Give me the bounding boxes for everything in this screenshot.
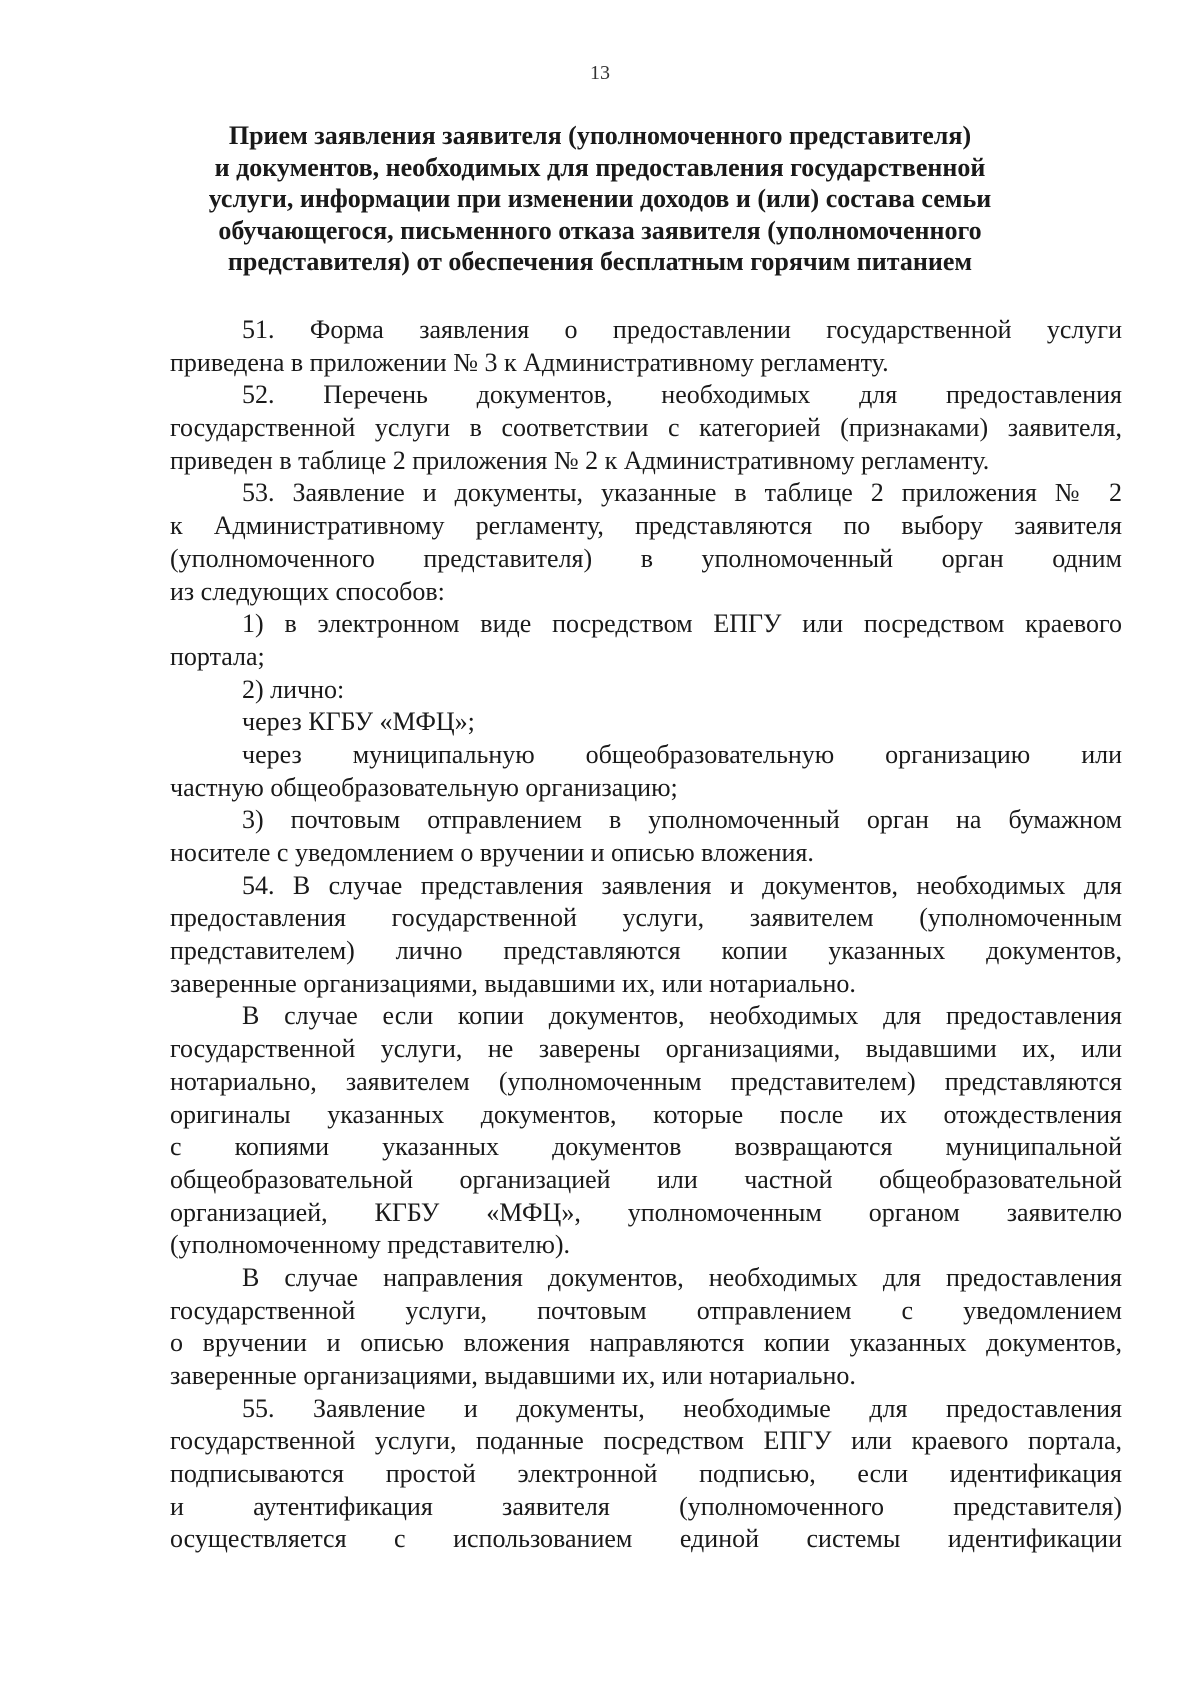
page-number: 13 — [590, 62, 610, 84]
title-line: представителя) от обеспечения бесплатным горячим питанием — [227, 247, 973, 276]
text-line: портала; — [170, 641, 265, 671]
text-line: из следующих способов: — [170, 576, 445, 606]
text-line: организацией, КГБУ «МФЦ», уполномоченным органом заявителю — [170, 1197, 1122, 1227]
text-line: носителе с уведомлением о вручении и описью вложения. — [170, 838, 814, 867]
text-line: 2) лично: — [242, 674, 345, 704]
text-line: государственной услуги в соответствии с категорией (признаками) заявителя, — [170, 413, 1122, 443]
title-line: услуги, информации при изменении доходов и (или) состава семьи — [208, 184, 992, 213]
text-line: представителем) лично представляются копии указанных документов, — [170, 936, 1122, 966]
text-line: и аутентификация заявителя (уполномоченного представителя) — [170, 1491, 1122, 1521]
text-line: предоставления государственной услуги, заявителем (уполномоченным — [170, 903, 1122, 933]
document-body — [170, 314, 1122, 1556]
text-line: через муниципальную общеобразовательную организацию или — [242, 739, 1122, 769]
text-line: заверенные организациями, выдавшими их, или нотариально. — [170, 968, 856, 998]
text-line: с копиями указанных документов возвращаются муниципальной — [170, 1132, 1122, 1162]
section-title — [175, 120, 1025, 278]
text-line: государственной услуги, не заверены организациями, выдавшими их, или — [170, 1034, 1122, 1064]
text-line: через КГБУ «МФЦ»; — [242, 707, 475, 737]
text-line: общеобразовательной организацией или частной общеобразовательной — [170, 1164, 1122, 1194]
title-line: и документов, необходимых для предоставления государственной — [214, 152, 986, 182]
text-line: подписываются простой электронной подписью, если идентификация — [170, 1459, 1122, 1489]
text-line: заверенные организациями, выдавшими их, или нотариально. — [170, 1361, 856, 1390]
text-line: нотариально, заявителем (уполномоченным представителем) представляются — [170, 1066, 1122, 1096]
text-line: государственной услуги, поданные посредством ЕПГУ или краевого портала, — [170, 1426, 1122, 1456]
text-line: 53. Заявление и документы, указанные в таблице 2 приложения № 2 — [242, 478, 1122, 508]
text-line: (уполномоченному представителю). — [170, 1230, 571, 1260]
text-line: государственной услуги, почтовым отправлением с уведомлением — [170, 1295, 1122, 1325]
title-line: Прием заявления заявителя (уполномоченного представителя) — [228, 121, 972, 150]
text-line: частную общеобразовательную организацию; — [170, 772, 678, 802]
text-line: приведен в таблице 2 приложения № 2 к Административному регламенту. — [170, 445, 990, 475]
text-line: В случае если копии документов, необходимых для предоставления — [242, 1001, 1122, 1031]
text-line: (уполномоченного представителя) в уполномоченный орган одним — [170, 543, 1122, 573]
text-line: В случае направления документов, необходимых для предоставления — [242, 1262, 1122, 1292]
text-line: приведена в приложении № 3 к Административному регламенту. — [170, 347, 889, 377]
text-line: оригиналы указанных документов, которые после их отождествления — [170, 1099, 1122, 1129]
text-line: 3) почтовым отправлением в уполномоченный орган на бумажном — [242, 805, 1122, 835]
text-line: о вручении и описью вложения направляются копии указанных документов, — [170, 1328, 1122, 1358]
text-line: 51. Форма заявления о предоставлении государственной услуги — [242, 315, 1122, 344]
title-line: обучающегося, письменного отказа заявителя (уполномоченного — [218, 215, 982, 245]
text-line: 52. Перечень документов, необходимых для предоставления — [242, 380, 1122, 410]
text-line: 54. В случае представления заявления и документов, необходимых для — [242, 870, 1122, 900]
text-line: осуществляется с использованием единой системы идентификации — [170, 1524, 1122, 1554]
text-line: к Административному регламенту, представляются по выбору заявителя — [170, 511, 1122, 541]
text-line: 1) в электронном виде посредством ЕПГУ или посредством краевого — [242, 609, 1122, 639]
text-line: 55. Заявление и документы, необходимые для предоставления — [242, 1393, 1122, 1423]
